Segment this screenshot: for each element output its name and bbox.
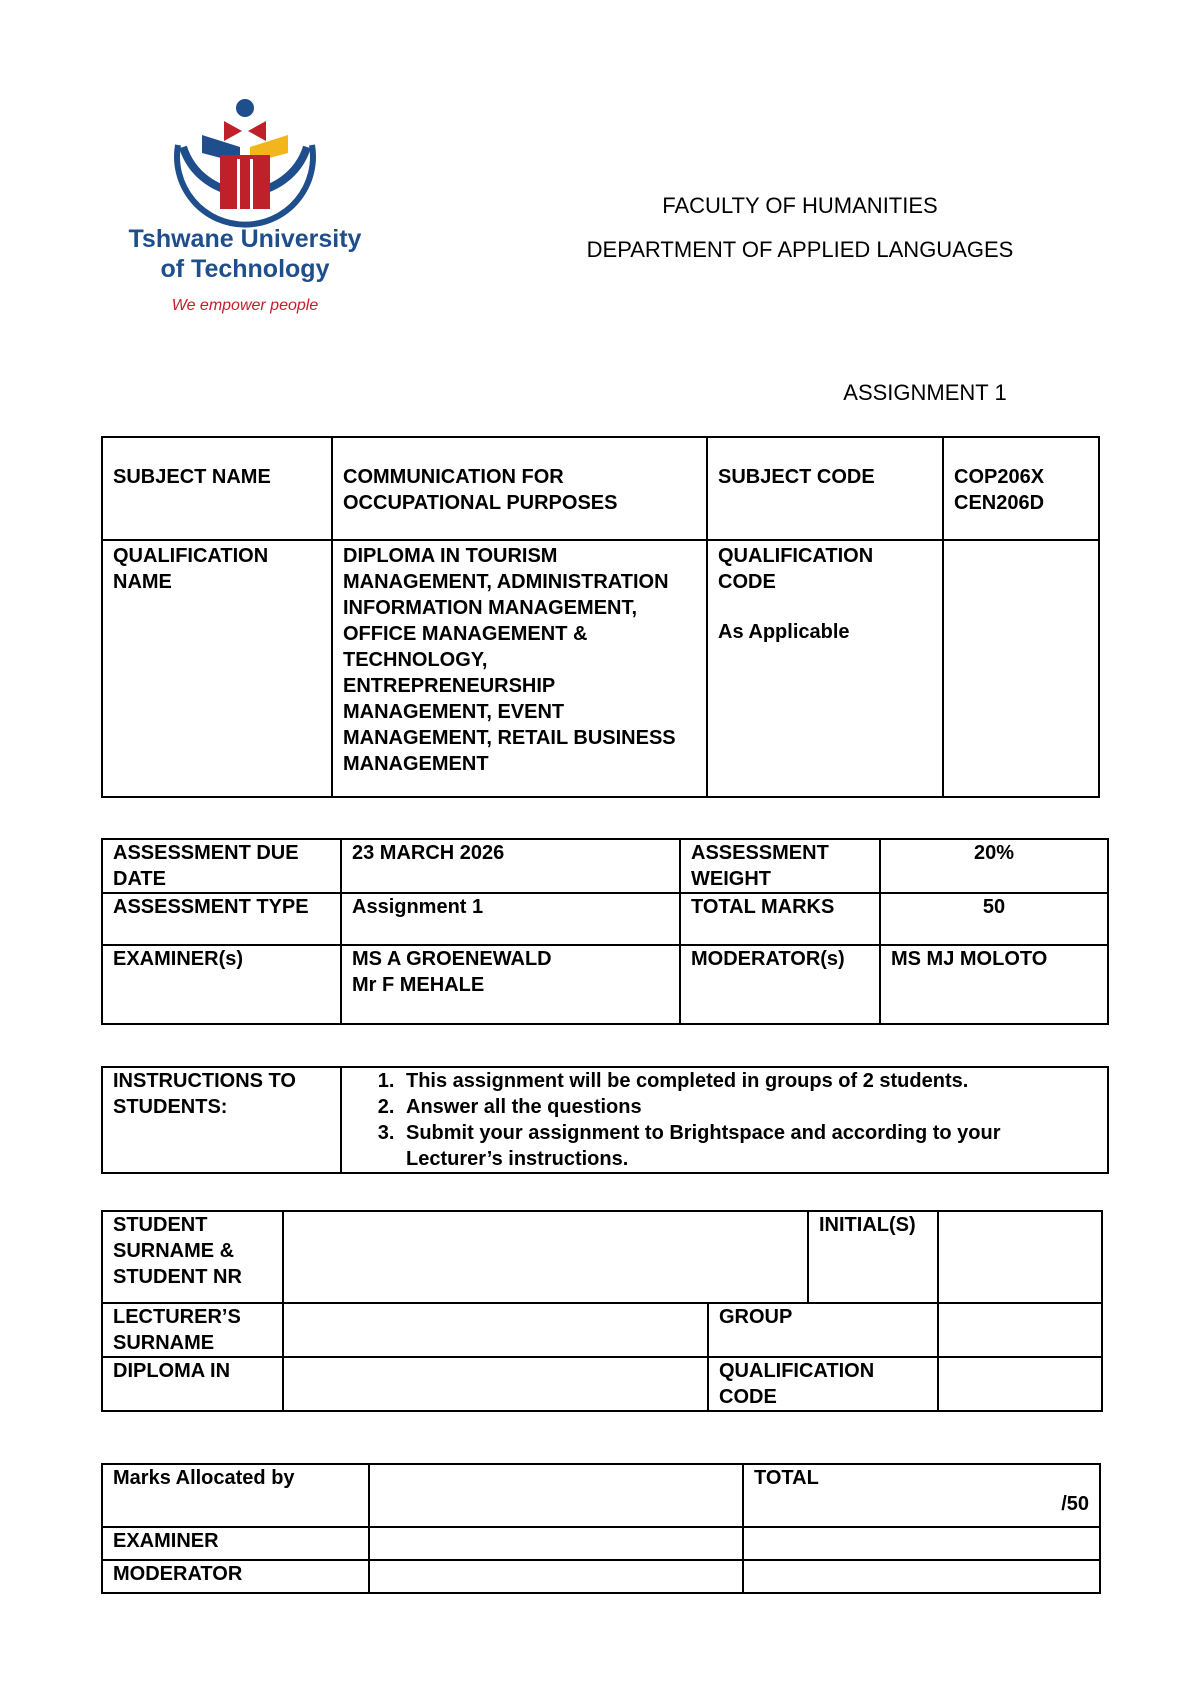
student-table [101, 1210, 1103, 1412]
group-label: GROUP [708, 1303, 938, 1357]
subject-code-2: CEN206D [954, 492, 1045, 514]
instruction-item: 3. Submit your assignment to Brightspace and according to your Lecturer’s instructions. [400, 1120, 1097, 1172]
qualification-code-cell [707, 540, 943, 797]
instruction-item: 2. Answer all the questions [400, 1094, 1097, 1120]
subject-name-value: COMMUNICATION FOR OCCUPATIONAL PURPOSES [332, 437, 707, 540]
instructions-list [352, 1068, 1097, 1172]
initials-label: INITIAL(S) [808, 1211, 938, 1303]
subject-table [101, 436, 1100, 798]
moderator-label: MODERATOR(s) [680, 945, 880, 1024]
examiner-value [341, 945, 680, 1024]
marks-table [101, 1463, 1101, 1594]
instructions-list-cell [341, 1067, 1108, 1173]
diploma-field[interactable] [283, 1357, 708, 1411]
marks-allocated-label: Marks Allocated by [102, 1464, 369, 1527]
assessment-table [101, 838, 1109, 1025]
assessment-type-value: Assignment 1 [341, 893, 680, 945]
university-logo [120, 95, 370, 350]
weight-value: 20% [880, 839, 1108, 893]
marks-total-value: /50 [1061, 1493, 1089, 1515]
marks-moderator-total-field[interactable] [743, 1560, 1100, 1593]
qualification-name-value: DIPLOMA IN TOURISM MANAGEMENT, ADMINISTRATION INFORMATION MANAGEMENT, OFFICE MANAGEMENT & TECHNOLOGY, ENTREPRENEURSHIP MANAGEMENT, EVENT MANAGEMENT, RETAIL BUSINESS MANAGEMENT [332, 540, 707, 797]
subject-name-label: SUBJECT NAME [102, 437, 332, 540]
subject-code-value [943, 437, 1099, 540]
subject-code-label: SUBJECT CODE [707, 437, 943, 540]
logo-name-line2: of Technology [160, 255, 330, 283]
due-date-label: ASSESSMENT DUE DATE [102, 839, 341, 893]
instructions-table [101, 1066, 1109, 1174]
logo-tagline: We empower people [171, 297, 319, 314]
student-qualification-code-field[interactable] [938, 1357, 1102, 1411]
examiner-label: EXAMINER(s) [102, 945, 341, 1024]
qualification-code-value: As Applicable [718, 621, 850, 643]
total-marks-value: 50 [880, 893, 1108, 945]
due-date-value: 23 MARCH 2026 [341, 839, 680, 893]
marks-examiner-label: EXAMINER [102, 1527, 369, 1560]
student-surname-label: STUDENT SURNAME & STUDENT NR [102, 1211, 283, 1303]
lecturer-surname-label: LECTURER’S SURNAME [102, 1303, 283, 1357]
instructions-label: INSTRUCTIONS TO STUDENTS: [102, 1067, 341, 1173]
marks-moderator-field[interactable] [369, 1560, 743, 1593]
subject-code-1: COP206X [954, 466, 1045, 488]
qualification-name-label: QUALIFICATION NAME [102, 540, 332, 797]
examiner-2: Mr F MEHALE [352, 974, 485, 996]
diploma-label: DIPLOMA IN [102, 1357, 283, 1411]
group-field[interactable] [938, 1303, 1102, 1357]
moderator-value: MS MJ MOLOTO [880, 945, 1108, 1024]
marks-examiner-field[interactable] [369, 1527, 743, 1560]
qualification-code-blank [943, 540, 1099, 797]
marks-moderator-label: MODERATOR [102, 1560, 369, 1593]
marks-allocated-field[interactable] [369, 1464, 743, 1527]
marks-examiner-total-field[interactable] [743, 1527, 1100, 1560]
faculty-heading: FACULTY OF HUMANITIES [662, 193, 938, 218]
assessment-type-label: ASSESSMENT TYPE [102, 893, 341, 945]
examiner-1: MS A GROENEWALD [352, 948, 552, 970]
student-surname-field[interactable] [283, 1211, 808, 1303]
total-marks-label: TOTAL MARKS [680, 893, 880, 945]
marks-total-label: TOTAL [754, 1467, 819, 1489]
university-emblem-icon [120, 95, 370, 235]
lecturer-surname-field[interactable] [283, 1303, 708, 1357]
assignment-heading: ASSIGNMENT 1 [843, 380, 1007, 405]
initials-field[interactable] [938, 1211, 1102, 1303]
logo-name-line1: Tshwane University [128, 225, 362, 253]
instruction-item: 1. This assignment will be completed in groups of 2 students. [400, 1068, 1097, 1094]
marks-total-cell [743, 1464, 1100, 1527]
weight-label: ASSESSMENT WEIGHT [680, 839, 880, 893]
department-heading: DEPARTMENT OF APPLIED LANGUAGES [586, 237, 1014, 262]
student-qualification-code-label: QUALIFICATION CODE [708, 1357, 938, 1411]
qualification-code-label: QUALIFICATION CODE [718, 545, 874, 593]
